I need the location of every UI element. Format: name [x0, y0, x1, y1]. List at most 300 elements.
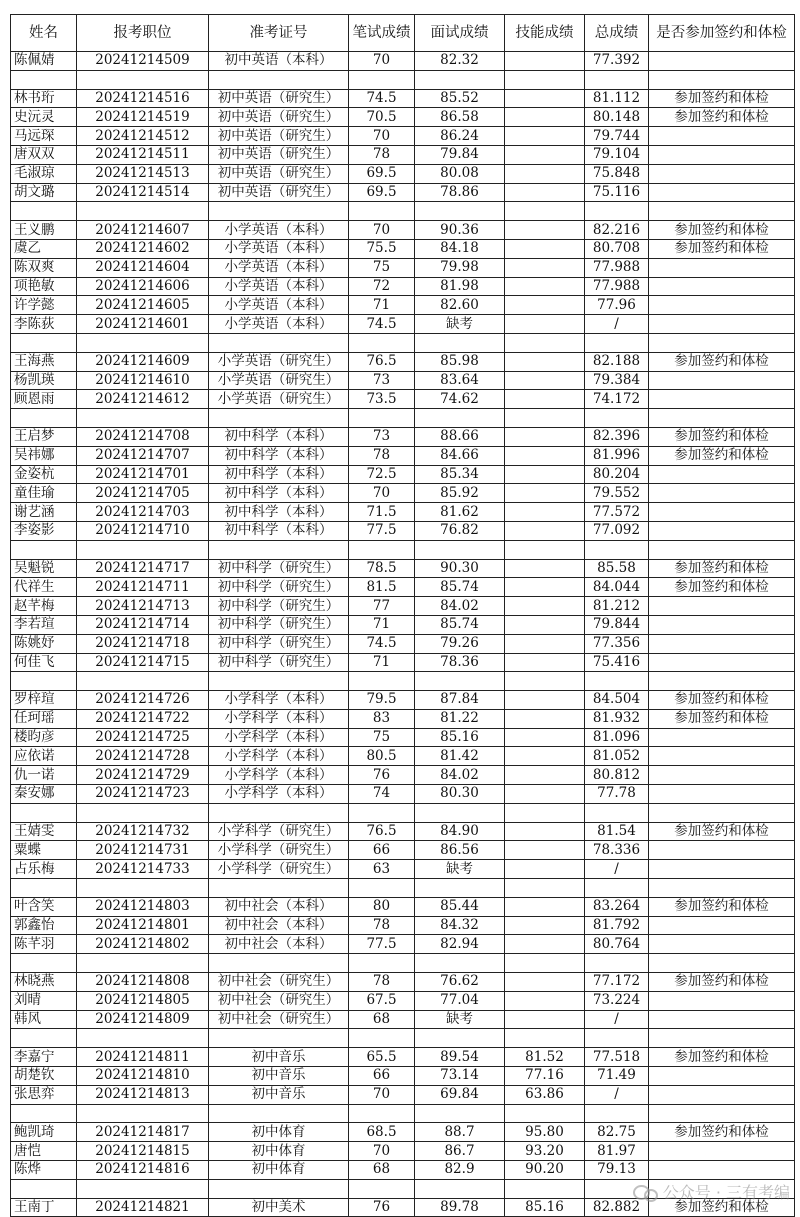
cell-name: 任珂瑶 [11, 709, 77, 728]
cell-total: 80.812 [585, 766, 649, 785]
cell-interview: 74.62 [415, 390, 505, 409]
cell-written: 70 [349, 127, 415, 146]
cell-written: 73 [349, 371, 415, 390]
cell-interview: 78.36 [415, 653, 505, 672]
cell-written: 76 [349, 766, 415, 785]
cell-ticket: 小学科学（本科） [209, 785, 349, 804]
cell-name: 虞乙 [11, 239, 77, 258]
cell-contract [649, 991, 795, 1010]
cell-position: 20241214805 [77, 991, 209, 1010]
cell-total: 79.552 [585, 484, 649, 503]
cell-position: 20241214604 [77, 258, 209, 277]
cell-skill [505, 822, 585, 841]
cell-name: 占乐梅 [11, 860, 77, 879]
cell-total: 79.384 [585, 371, 649, 390]
spacer-cell [505, 540, 585, 559]
cell-ticket: 初中科学（本科） [209, 427, 349, 446]
table-row [11, 935, 795, 954]
cell-skill [505, 841, 585, 860]
table-row [11, 427, 795, 446]
cell-total: 81.096 [585, 728, 649, 747]
cell-name: 鲍凯琦 [11, 1123, 77, 1142]
cell-name: 项艳敏 [11, 277, 77, 296]
spacer-cell [209, 540, 349, 559]
cell-interview: 78.86 [415, 183, 505, 202]
cell-ticket: 初中体育 [209, 1142, 349, 1161]
cell-name: 郭鑫怡 [11, 916, 77, 935]
cell-name: 李嘉宁 [11, 1048, 77, 1067]
cell-contract [649, 1085, 795, 1104]
spacer-cell [505, 803, 585, 822]
cell-written: 81.5 [349, 578, 415, 597]
table-row [11, 484, 795, 503]
cell-written: 74.5 [349, 315, 415, 334]
cell-contract: 参加签约和体检 [649, 427, 795, 446]
header-ticket: 准考证号 [209, 15, 349, 52]
table-row [11, 559, 795, 578]
cell-position: 20241214612 [77, 390, 209, 409]
spacer-cell [505, 672, 585, 691]
cell-interview: 85.74 [415, 615, 505, 634]
cell-contract: 参加签约和体检 [649, 1123, 795, 1142]
table-row [11, 127, 795, 146]
cell-written: 71 [349, 653, 415, 672]
cell-written: 66 [349, 841, 415, 860]
cell-written: 70 [349, 484, 415, 503]
spacer-cell [415, 1179, 505, 1198]
cell-position: 20241214715 [77, 653, 209, 672]
cell-name: 应依诺 [11, 747, 77, 766]
cell-contract [649, 52, 795, 71]
cell-contract [649, 785, 795, 804]
cell-total: 81.052 [585, 747, 649, 766]
cell-name: 陈佩婧 [11, 52, 77, 71]
cell-total: 80.204 [585, 465, 649, 484]
spacer-cell [77, 1179, 209, 1198]
spacer-cell [11, 1104, 77, 1123]
cell-written: 70 [349, 1085, 415, 1104]
cell-skill [505, 277, 585, 296]
cell-total: / [585, 1085, 649, 1104]
cell-skill [505, 597, 585, 616]
cell-interview: 85.74 [415, 578, 505, 597]
cell-skill [505, 446, 585, 465]
cell-interview: 77.04 [415, 991, 505, 1010]
cell-written: 73 [349, 427, 415, 446]
cell-interview: 79.26 [415, 634, 505, 653]
cell-skill [505, 935, 585, 954]
cell-contract: 参加签约和体检 [649, 1048, 795, 1067]
cell-position: 20241214725 [77, 728, 209, 747]
cell-total: 77.988 [585, 258, 649, 277]
cell-position: 20241214509 [77, 52, 209, 71]
cell-written: 63 [349, 860, 415, 879]
cell-name: 马远琛 [11, 127, 77, 146]
spacer-cell [209, 803, 349, 822]
watermark-text: 公众号 · 三有考编 [662, 1183, 790, 1202]
cell-contract: 参加签约和体检 [649, 822, 795, 841]
spacer-cell [349, 803, 415, 822]
spacer-row [11, 70, 795, 89]
cell-skill [505, 728, 585, 747]
cell-total: 77.392 [585, 52, 649, 71]
cell-name: 李姿影 [11, 521, 77, 540]
cell-ticket: 初中社会（研究生） [209, 991, 349, 1010]
cell-interview: 84.02 [415, 766, 505, 785]
cell-interview: 89.54 [415, 1048, 505, 1067]
cell-skill [505, 559, 585, 578]
table-row [11, 446, 795, 465]
spacer-cell [11, 954, 77, 973]
cell-position: 20241214606 [77, 277, 209, 296]
table-row [11, 634, 795, 653]
cell-total: 81.792 [585, 916, 649, 935]
cell-total: 81.996 [585, 446, 649, 465]
cell-name: 顾恩雨 [11, 390, 77, 409]
spacer-cell [649, 409, 795, 428]
cell-interview: 86.24 [415, 127, 505, 146]
cell-skill: 77.16 [505, 1067, 585, 1086]
spacer-cell [505, 954, 585, 973]
spacer-cell [11, 879, 77, 898]
spacer-cell [349, 70, 415, 89]
cell-written: 80.5 [349, 747, 415, 766]
spacer-cell [415, 1104, 505, 1123]
cell-ticket: 初中音乐 [209, 1067, 349, 1086]
cell-interview: 79.84 [415, 145, 505, 164]
cell-ticket: 小学科学（本科） [209, 691, 349, 710]
spacer-cell [505, 409, 585, 428]
cell-interview: 90.36 [415, 221, 505, 240]
spacer-cell [77, 1104, 209, 1123]
table-row [11, 521, 795, 540]
spacer-cell [505, 70, 585, 89]
spacer-cell [585, 803, 649, 822]
cell-written: 79.5 [349, 691, 415, 710]
spacer-cell [11, 70, 77, 89]
spacer-cell [11, 672, 77, 691]
cell-written: 70.5 [349, 108, 415, 127]
spacer-cell [585, 70, 649, 89]
cell-total: 81.97 [585, 1142, 649, 1161]
cell-position: 20241214516 [77, 89, 209, 108]
spacer-cell [649, 333, 795, 352]
spacer-cell [11, 1029, 77, 1048]
cell-ticket: 初中科学（研究生） [209, 634, 349, 653]
cell-contract [649, 371, 795, 390]
spacer-cell [77, 70, 209, 89]
cell-interview: 缺考 [415, 315, 505, 334]
cell-ticket: 小学科学（本科） [209, 709, 349, 728]
cell-total: 81.112 [585, 89, 649, 108]
cell-interview: 90.30 [415, 559, 505, 578]
cell-interview: 缺考 [415, 1010, 505, 1029]
spacer-cell [77, 879, 209, 898]
header-row [11, 15, 795, 52]
cell-ticket: 初中美术 [209, 1198, 349, 1217]
cell-interview: 86.7 [415, 1142, 505, 1161]
cell-written: 75 [349, 258, 415, 277]
cell-position: 20241214701 [77, 465, 209, 484]
cell-total: 80.148 [585, 108, 649, 127]
cell-skill [505, 897, 585, 916]
table-row [11, 1067, 795, 1086]
cell-written: 68.5 [349, 1123, 415, 1142]
spacer-cell [415, 202, 505, 221]
table-row [11, 691, 795, 710]
spacer-cell [209, 672, 349, 691]
cell-position: 20241214607 [77, 221, 209, 240]
cell-interview: 84.18 [415, 239, 505, 258]
spacer-cell [649, 1104, 795, 1123]
cell-contract: 参加签约和体检 [649, 352, 795, 371]
spacer-cell [415, 879, 505, 898]
table-row [11, 221, 795, 240]
cell-name: 王婧雯 [11, 822, 77, 841]
header-position: 报考职位 [77, 15, 209, 52]
cell-written: 77.5 [349, 935, 415, 954]
cell-total: 81.212 [585, 597, 649, 616]
cell-skill: 93.20 [505, 1142, 585, 1161]
cell-ticket: 小学英语（研究生） [209, 352, 349, 371]
cell-total: 84.044 [585, 578, 649, 597]
cell-name: 代祥生 [11, 578, 77, 597]
cell-interview: 80.08 [415, 164, 505, 183]
cell-interview: 88.66 [415, 427, 505, 446]
table-row [11, 766, 795, 785]
spacer-cell [77, 1029, 209, 1048]
cell-name: 陈双爽 [11, 258, 77, 277]
cell-interview: 79.98 [415, 258, 505, 277]
cell-skill [505, 503, 585, 522]
cell-total: 83.264 [585, 897, 649, 916]
cell-skill [505, 521, 585, 540]
cell-interview: 86.58 [415, 108, 505, 127]
table-row [11, 258, 795, 277]
table-row [11, 747, 795, 766]
cell-written: 73.5 [349, 390, 415, 409]
cell-ticket: 初中社会（研究生） [209, 973, 349, 992]
spacer-cell [415, 803, 505, 822]
cell-skill [505, 991, 585, 1010]
cell-contract [649, 296, 795, 315]
cell-interview: 73.14 [415, 1067, 505, 1086]
cell-ticket: 小学科学（本科） [209, 747, 349, 766]
cell-ticket: 小学科学（本科） [209, 766, 349, 785]
cell-interview: 80.30 [415, 785, 505, 804]
cell-name: 许学懿 [11, 296, 77, 315]
cell-interview: 85.52 [415, 89, 505, 108]
cell-skill [505, 390, 585, 409]
cell-total: 81.54 [585, 822, 649, 841]
cell-interview: 82.94 [415, 935, 505, 954]
spacer-row [11, 803, 795, 822]
cell-name: 胡楚钦 [11, 1067, 77, 1086]
cell-name: 粟蝶 [11, 841, 77, 860]
cell-name: 张思弈 [11, 1085, 77, 1104]
spacer-cell [585, 1104, 649, 1123]
cell-total: 71.49 [585, 1067, 649, 1086]
cell-name: 赵芊梅 [11, 597, 77, 616]
cell-skill [505, 691, 585, 710]
table-row [11, 991, 795, 1010]
cell-written: 70 [349, 1142, 415, 1161]
spacer-cell [649, 803, 795, 822]
spacer-cell [349, 1029, 415, 1048]
spacer-cell [415, 70, 505, 89]
cell-skill [505, 615, 585, 634]
spacer-cell [505, 202, 585, 221]
cell-written: 66 [349, 1067, 415, 1086]
table-row [11, 352, 795, 371]
spacer-cell [505, 1179, 585, 1198]
cell-contract [649, 634, 795, 653]
cell-position: 20241214723 [77, 785, 209, 804]
spacer-cell [11, 333, 77, 352]
cell-skill [505, 239, 585, 258]
cell-ticket: 初中体育 [209, 1161, 349, 1180]
spacer-cell [209, 409, 349, 428]
spacer-cell [649, 540, 795, 559]
cell-contract [649, 277, 795, 296]
cell-contract: 参加签约和体检 [649, 446, 795, 465]
spacer-cell [505, 879, 585, 898]
cell-total: 78.336 [585, 841, 649, 860]
spacer-cell [209, 202, 349, 221]
cell-total: 77.172 [585, 973, 649, 992]
cell-written: 71 [349, 615, 415, 634]
cell-ticket: 初中科学（本科） [209, 465, 349, 484]
cell-total: 85.58 [585, 559, 649, 578]
cell-total: 75.416 [585, 653, 649, 672]
cell-interview: 84.32 [415, 916, 505, 935]
cell-interview: 82.32 [415, 52, 505, 71]
cell-interview: 84.90 [415, 822, 505, 841]
cell-position: 20241214514 [77, 183, 209, 202]
cell-total: 79.104 [585, 145, 649, 164]
cell-written: 77 [349, 597, 415, 616]
cell-total: 82.216 [585, 221, 649, 240]
cell-skill [505, 145, 585, 164]
table-row [11, 503, 795, 522]
cell-name: 王启梦 [11, 427, 77, 446]
cell-total: 77.518 [585, 1048, 649, 1067]
cell-skill [505, 916, 585, 935]
table-row [11, 822, 795, 841]
spacer-cell [11, 540, 77, 559]
cell-written: 72.5 [349, 465, 415, 484]
cell-contract [649, 1142, 795, 1161]
cell-total: 82.882 [585, 1198, 649, 1217]
spacer-cell [585, 409, 649, 428]
cell-written: 70 [349, 52, 415, 71]
cell-name: 秦安娜 [11, 785, 77, 804]
cell-written: 74.5 [349, 634, 415, 653]
cell-ticket: 初中社会（研究生） [209, 1010, 349, 1029]
table-row [11, 653, 795, 672]
cell-contract: 参加签约和体检 [649, 221, 795, 240]
cell-skill [505, 634, 585, 653]
cell-ticket: 初中科学（研究生） [209, 597, 349, 616]
cell-skill [505, 484, 585, 503]
spacer-cell [349, 879, 415, 898]
cell-interview: 85.16 [415, 728, 505, 747]
cell-total: 75.848 [585, 164, 649, 183]
cell-total: 77.988 [585, 277, 649, 296]
header-skill: 技能成绩 [505, 15, 585, 52]
cell-position: 20241214801 [77, 916, 209, 935]
cell-skill [505, 465, 585, 484]
cell-ticket: 初中科学（本科） [209, 503, 349, 522]
cell-skill [505, 258, 585, 277]
spacer-cell [77, 672, 209, 691]
cell-total: 82.396 [585, 427, 649, 446]
cell-written: 78 [349, 973, 415, 992]
cell-position: 20241214813 [77, 1085, 209, 1104]
table-row [11, 296, 795, 315]
cell-name: 林书珩 [11, 89, 77, 108]
cell-ticket: 小学科学（研究生） [209, 841, 349, 860]
spacer-cell [505, 1029, 585, 1048]
cell-position: 20241214711 [77, 578, 209, 597]
table-row [11, 1010, 795, 1029]
cell-ticket: 初中英语（研究生） [209, 89, 349, 108]
cell-written: 70 [349, 221, 415, 240]
cell-position: 20241214817 [77, 1123, 209, 1142]
cell-ticket: 初中科学（研究生） [209, 578, 349, 597]
table-row [11, 709, 795, 728]
cell-interview: 69.84 [415, 1085, 505, 1104]
cell-position: 20241214601 [77, 315, 209, 334]
cell-position: 20241214707 [77, 446, 209, 465]
cell-ticket: 小学英语（本科） [209, 221, 349, 240]
spacer-cell [585, 672, 649, 691]
table-row [11, 1142, 795, 1161]
cell-name: 叶含笑 [11, 897, 77, 916]
spacer-cell [209, 1029, 349, 1048]
cell-contract: 参加签约和体检 [649, 1198, 795, 1217]
cell-position: 20241214810 [77, 1067, 209, 1086]
cell-name: 唐恺 [11, 1142, 77, 1161]
cell-skill [505, 89, 585, 108]
cell-ticket: 初中英语（研究生） [209, 127, 349, 146]
cell-skill [505, 352, 585, 371]
spacer-cell [77, 409, 209, 428]
cell-written: 72 [349, 277, 415, 296]
cell-contract [649, 860, 795, 879]
cell-name: 谢艺涵 [11, 503, 77, 522]
spacer-cell [585, 1029, 649, 1048]
cell-written: 78 [349, 145, 415, 164]
cell-written: 76.5 [349, 352, 415, 371]
cell-written: 69.5 [349, 183, 415, 202]
cell-total: / [585, 315, 649, 334]
cell-total: 74.172 [585, 390, 649, 409]
cell-contract [649, 653, 795, 672]
cell-name: 李陈荻 [11, 315, 77, 334]
cell-contract [649, 916, 795, 935]
cell-interview: 89.78 [415, 1198, 505, 1217]
cell-contract: 参加签约和体检 [649, 709, 795, 728]
spacer-cell [585, 879, 649, 898]
cell-skill [505, 108, 585, 127]
cell-total: 82.75 [585, 1123, 649, 1142]
spacer-cell [649, 1029, 795, 1048]
cell-interview: 81.22 [415, 709, 505, 728]
header-contract: 是否参加签约和体检 [649, 15, 795, 52]
cell-ticket: 初中英语（本科） [209, 52, 349, 71]
cell-total: 81.932 [585, 709, 649, 728]
